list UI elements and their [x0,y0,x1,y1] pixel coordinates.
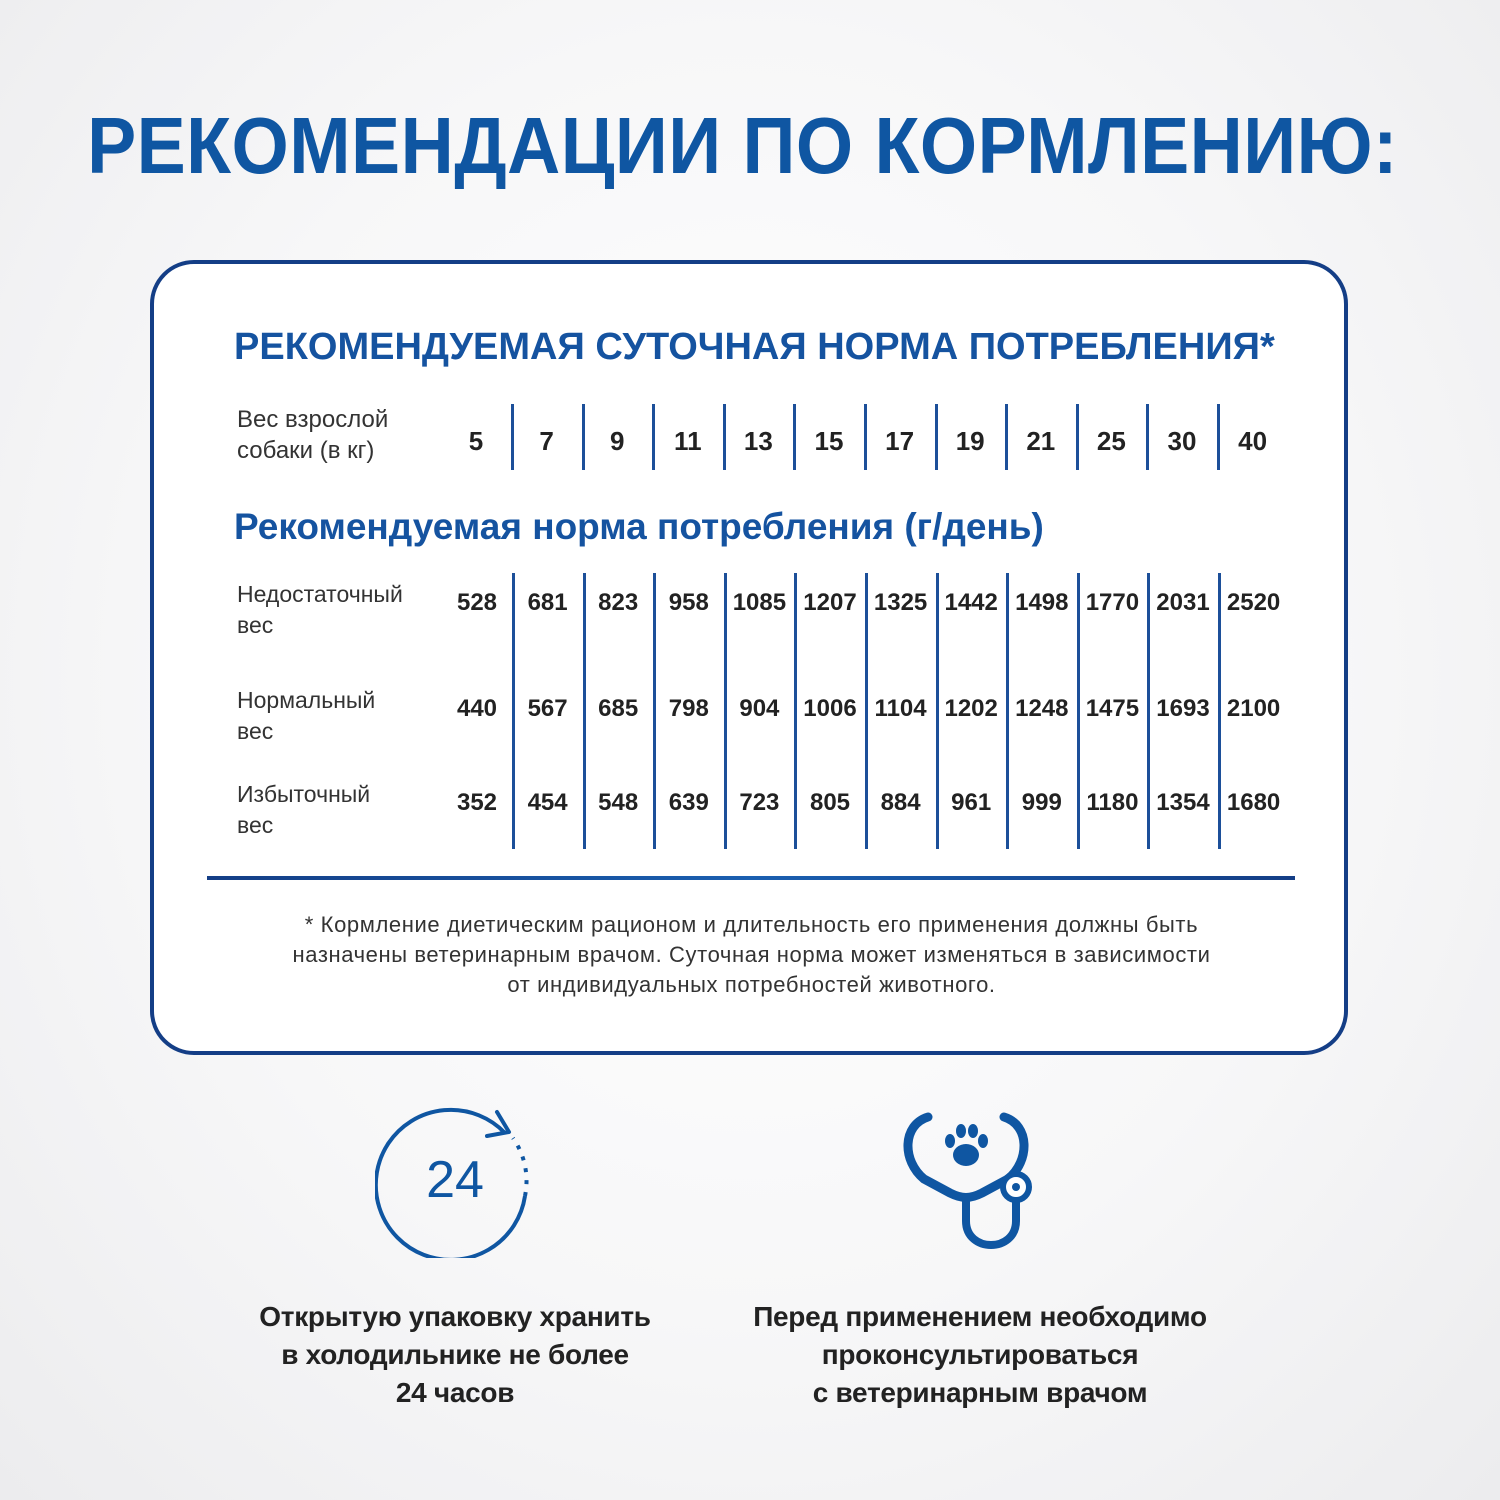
intake-cell: 2100 [1226,695,1281,722]
column-divider [1077,573,1080,849]
row-label: Недостаточный вес [237,581,403,638]
intake-cell: 1680 [1226,789,1281,816]
intake-cell: 1498 [1015,589,1069,616]
column-divider [865,573,868,849]
weight-cell: 7 [539,426,554,456]
card-title: РЕКОМЕНДУЕМАЯ СУТОЧНАЯ НОРМА ПОТРЕБЛЕНИЯ* [234,326,1275,368]
column-divider [583,573,586,849]
intake-cell: 567 [527,695,568,722]
intake-cell: 1104 [874,695,927,722]
intake-cell: 999 [1021,789,1062,816]
intake-cell: 1006 [803,695,857,722]
intake-cell: 805 [809,789,851,816]
intake-cell: 685 [598,695,639,722]
column-divider [512,573,515,849]
weight-cell: 30 [1167,426,1197,456]
intake-cell: 1354 [1156,789,1210,816]
weight-cell: 25 [1096,426,1126,456]
intake-cell: 1085 [732,589,787,616]
intake-cell: 548 [598,789,639,816]
intake-cell: 958 [668,589,709,616]
intake-cell: 1770 [1085,589,1140,616]
column-divider [653,573,656,849]
intake-cell: 681 [527,589,568,616]
clock-number: 24 [426,1151,484,1209]
divider [207,876,1295,880]
intake-cell: 454 [527,789,568,816]
intake-cell: 1180 [1086,789,1139,816]
intake-cell: 1475 [1085,695,1140,722]
clock-24-icon [375,1098,535,1263]
row-label: Нормальный вес [237,687,376,744]
intake-cell: 798 [668,695,709,722]
weight-row [442,404,1272,470]
weight-cell: 40 [1238,426,1268,456]
column-divider [1218,573,1221,849]
intake-cell: 440 [456,695,498,722]
intake-cell: 961 [951,789,992,816]
page-title: РЕКОМЕНДАЦИИ ПО КОРМЛЕНИЮ: [87,101,1398,190]
weight-label: Вес взрослой собаки (в кг) [237,406,389,464]
feature-text-storage: Открытую упаковку хранить в холодильнике не более 24 часов [259,1301,651,1408]
section-title: Рекомендуемая норма потребления (г/день) [234,506,1044,547]
intake-cell: 1248 [1015,695,1069,722]
column-divider [794,573,797,849]
intake-cell: 1325 [873,589,928,616]
weight-cell: 17 [885,426,915,456]
intake-cell: 2520 [1226,589,1281,616]
feeding-table-card [150,260,1348,1055]
column-divider [724,573,727,849]
intake-cell: 823 [598,589,639,616]
intake-cell: 528 [456,589,498,616]
column-divider [1147,573,1150,849]
column-divider [1006,573,1009,849]
intake-cell: 1442 [944,589,998,616]
intake-cell: 1202 [944,695,998,722]
feature-text-vet: Перед применением необходимо проконсультироваться с ветеринарным врачом [753,1301,1207,1408]
intake-cell: 2031 [1156,589,1210,616]
column-divider [936,573,939,849]
intake-cell: 352 [456,789,498,816]
footnote: * Кормление диетическим рационом и длительность его применения должны быть назначены ветеринарным врачом. Суточная норма может изменяться в зависимости от индивидуальных потребностей животного. [292,912,1211,997]
weight-cell: 11 [674,426,702,456]
weight-cell: 5 [468,426,484,456]
weight-cell: 15 [814,426,844,456]
intake-cell: 639 [668,789,709,816]
intake-cell: 723 [739,789,780,816]
intake-cell: 1693 [1156,695,1210,722]
weight-cell: 13 [743,426,773,456]
stethoscope-paw-icon [900,1103,1060,1263]
weight-cell: 19 [955,426,985,456]
weight-cell: 21 [1026,426,1056,456]
weight-cell: 9 [609,426,625,456]
row-label: Избыточный вес [237,781,371,838]
intake-cell: 904 [739,695,780,722]
intake-table [237,579,1281,854]
intake-cell: 884 [880,789,921,816]
intake-cell: 1207 [803,589,857,616]
